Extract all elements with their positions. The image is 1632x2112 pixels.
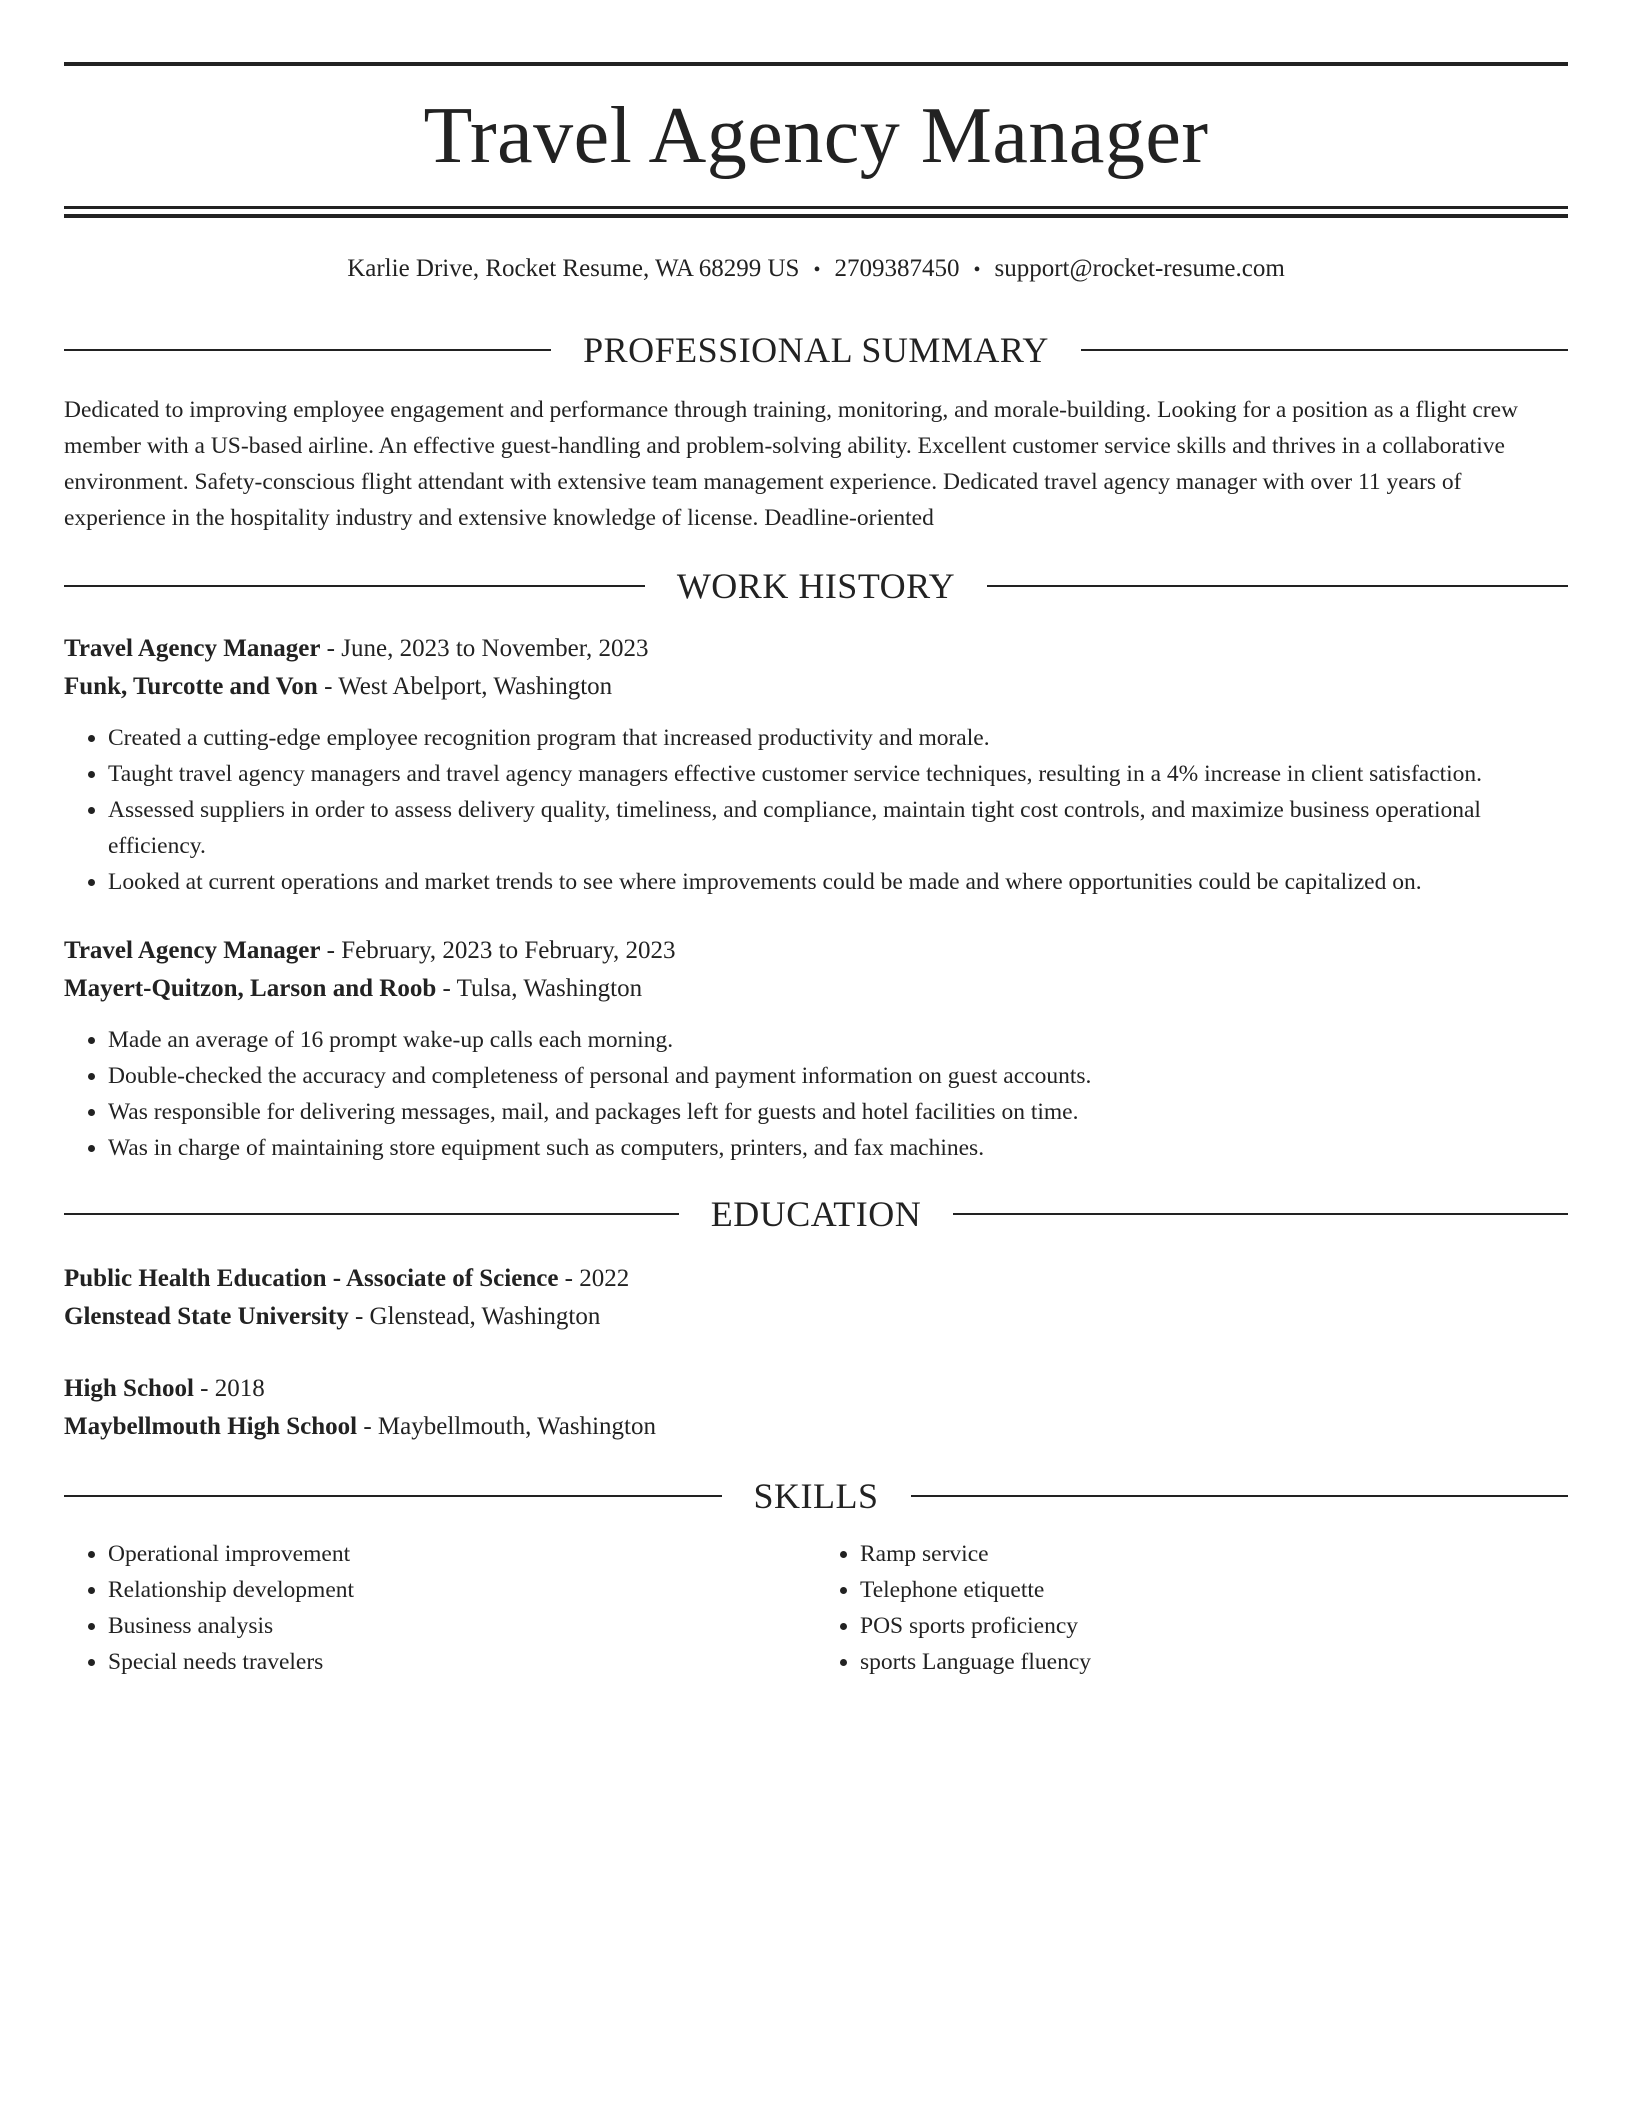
degree-line (64, 1260, 1568, 1298)
list-item: • Special needs travelers (108, 1644, 816, 1680)
list-item: • Double-checked the accuracy and completeness of personal and payment information on guest accounts. (108, 1058, 1568, 1094)
school-line (64, 1298, 1568, 1336)
education-entry (64, 1370, 1568, 1446)
section-title-skills: SKILLS (753, 1476, 879, 1516)
divider (64, 585, 645, 587)
list-item: • Ramp service (860, 1536, 1568, 1572)
resume-title: Travel Agency Manager (423, 92, 1209, 180)
contact-line (64, 252, 1568, 286)
school-location: - Maybellmouth, Washington (357, 1413, 656, 1440)
school-name: Maybellmouth High School (64, 1413, 358, 1440)
bullet-separator: • (813, 259, 821, 281)
bullet-separator: • (973, 259, 981, 281)
list-item: • Was in charge of maintaining store equipment such as computers, printers, and fax machines. (108, 1130, 1568, 1166)
divider (64, 349, 551, 351)
job-location: - Tulsa, Washington (436, 975, 643, 1002)
summary-text: Dedicated to improving employee engagement and performance through training, monitoring, and morale-building. Looking for a position as a flight crew member with a US-based airline. An effective guest-handling and problem-solving ability. Excellent customer service skills and thrives in a collaborative environment. Safety-conscious flight attendant with extensive team management experience. Dedicated travel agency manager with over 11 years of experience in the hospitality industry and extensive knowledge of license. Deadline-oriented (64, 397, 1518, 531)
skills-list-right (816, 1536, 1568, 1680)
divider (953, 1213, 1568, 1215)
job-role: Travel Agency Manager (64, 635, 321, 662)
divider (911, 1495, 1569, 1497)
job-bullets (64, 1022, 1568, 1166)
divider (64, 1495, 722, 1497)
degree-name: Public Health Education - Associate of Science (64, 1265, 559, 1292)
divider (1081, 349, 1568, 351)
job-title-line (64, 932, 1568, 970)
section-title-work: WORK HISTORY (676, 566, 956, 606)
degree-line (64, 1370, 1568, 1408)
list-item: • sports Language fluency (860, 1644, 1568, 1680)
school-line (64, 1408, 1568, 1446)
list-item: • Telephone etiquette (860, 1572, 1568, 1608)
job-company-line (64, 970, 1568, 1008)
job-dates: - February, 2023 to February, 2023 (320, 937, 676, 964)
work-entry (64, 630, 1568, 900)
top-rule (64, 62, 1568, 66)
list-item: • Looked at current operations and market trends to see where improvements could be made and where opportunities could be capitalized on. (108, 864, 1568, 900)
school-name: Glenstead State University (64, 1303, 349, 1330)
section-title-summary: PROFESSIONAL SUMMARY (583, 330, 1049, 370)
divider (987, 585, 1568, 587)
school-location: - Glenstead, Washington (348, 1303, 601, 1330)
work-list (64, 630, 1568, 1166)
section-header-skills (64, 1476, 1568, 1516)
resume-page (64, 0, 1568, 1680)
job-role: Travel Agency Manager (64, 937, 321, 964)
skills-columns (64, 1536, 1568, 1680)
list-item: • Operational improvement (108, 1536, 816, 1572)
degree-year: - 2018 (193, 1375, 265, 1402)
section-title-education: EDUCATION (710, 1194, 922, 1234)
list-item: • POS sports proficiency (860, 1608, 1568, 1644)
job-title-line (64, 630, 1568, 668)
list-item: • Business analysis (108, 1608, 816, 1644)
contact-phone: 2709387450 (834, 255, 960, 282)
job-company: Funk, Turcotte and Von (64, 673, 318, 700)
job-bullets (64, 720, 1568, 900)
degree-year: - 2022 (558, 1265, 630, 1292)
job-company: Mayert-Quitzon, Larson and Roob (64, 975, 437, 1002)
list-item: • Was responsible for delivering messages, mail, and packages left for guests and hotel facilities on time. (108, 1094, 1568, 1130)
skills-list-left (64, 1536, 816, 1680)
contact-address: Karlie Drive, Rocket Resume, WA 68299 US (347, 255, 800, 282)
list-item: • Made an average of 16 prompt wake-up calls each morning. (108, 1022, 1568, 1058)
contact-email: support@rocket-resume.com (994, 255, 1285, 282)
education-entry (64, 1260, 1568, 1336)
section-header-summary (64, 330, 1568, 370)
list-item: • Assessed suppliers in order to assess delivery quality, timeliness, and compliance, maintain tight cost controls, and maximize business operational efficiency. (108, 792, 1568, 864)
section-header-work (64, 566, 1568, 606)
title-double-rule (64, 206, 1568, 218)
list-item: • Created a cutting-edge employee recognition program that increased productivity and morale. (108, 720, 1568, 756)
degree-name: High School (64, 1375, 194, 1402)
work-entry (64, 932, 1568, 1166)
divider (64, 1213, 679, 1215)
job-company-line (64, 668, 1568, 706)
section-header-education (64, 1194, 1568, 1234)
list-item: • Relationship development (108, 1572, 816, 1608)
job-dates: - June, 2023 to November, 2023 (320, 635, 649, 662)
list-item: • Taught travel agency managers and travel agency managers effective customer service techniques, resulting in a 4% increase in client satisfaction. (108, 756, 1568, 792)
job-location: - West Abelport, Washington (317, 673, 613, 700)
